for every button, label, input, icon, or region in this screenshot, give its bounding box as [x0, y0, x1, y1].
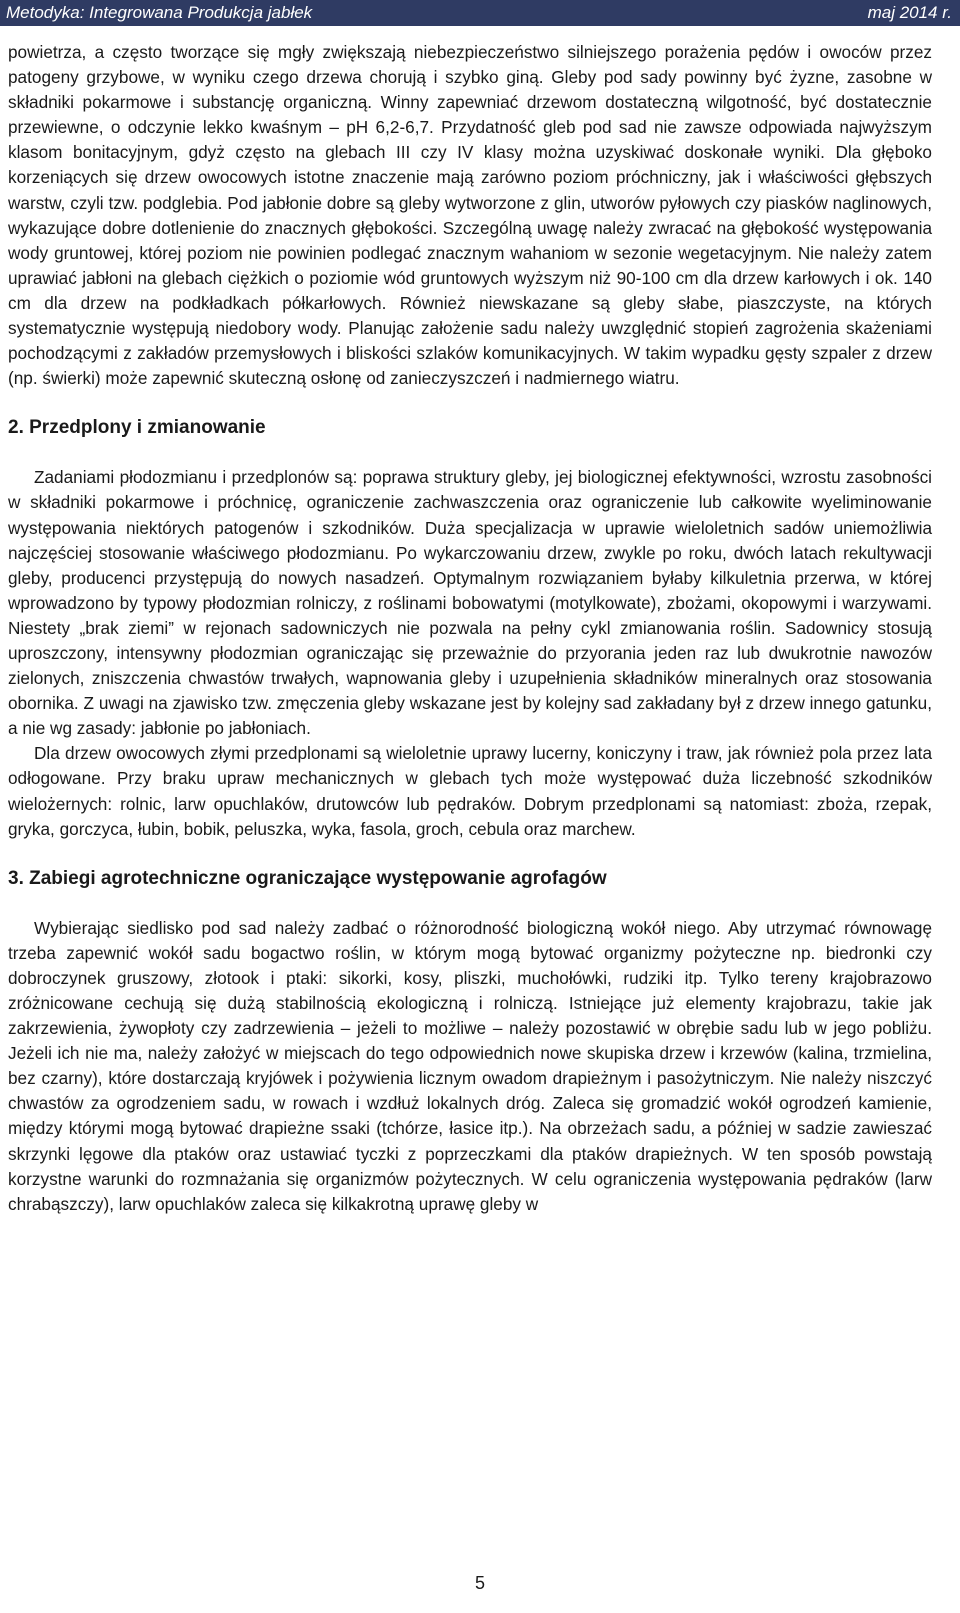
section-3-title: 3. Zabiegi agrotechniczne ograniczające występowanie agrofagów	[8, 867, 607, 889]
page-header	[0, 0, 960, 26]
document-title: Metodyka: Integrowana Produkcja jabłek	[6, 3, 313, 22]
intro-paragraph: powietrza, a często tworzące się mgły zwiększają niebezpieczeństwo silniejszego porażenia pędów i owoców przez patogeny grzybowe, w wyniku czego drzewa chorują i szybko giną. Gleby pod sady powinny być żyzne, zasobne w składniki pokarmowe i substancję organiczną. Winny zapewniać drzewom dostateczną wilgotność, być dostatecznie przewiewne, o odczynie lekko kwaśnym – pH 6,2-6,7. Przydatność gleb pod sad nie zawsze odpowiada najwyższym klasom bonitacyjnym, gdyż często na glebach III czy IV klasy można uzyskiwać doskonałe wyniki. Dla głęboko korzeniących się drzew owocowych istotne znaczenie mają zarówno poziom próchniczny, jak i właściwości głębszych warstw, czyli tzw. podglebia. Pod jabłonie dobre są gleby wytworzone z glin, utworów pyłowych czy piasków naglinowych, wykazujące dobre dotlenienie do znacznych głębokości. Szczególną uwagę należy zwracać na głębokość występowania wody gruntowej, której poziom nie powinien podlegać znacznym wahaniom w sezonie wegetacyjnym. Nie należy zatem uprawiać jabłoni na glebach ciężkich o poziomie wód gruntowych wyższym niż 90-100 cm dla drzew karłowych i ok. 140 cm dla drzew na podkładkach półkarłowych. Również niewskazane są gleby słabe, piaszczyste, na których systematycznie występują niedobory wody. Planując założenie sadu należy uwzględnić stopień zagrożenia skażeniami pochodzącymi z zakładów przemysłowych i bliskości szlaków komunikacyjnych. W takim wypadku gęsty szpaler z drzew (np. świerki) może zapewnić skuteczną osłonę od zanieczyszczeń i nadmiernego wiatru.	[8, 42, 932, 389]
section-3-paragraph-1: Wybierając siedlisko pod sad należy zadbać o różnorodność biologiczną wokół niego. Aby utrzymać równowagę trzeba zapewnić wokół sadu bogactwo roślin, w którym mogą bytować organizmy pożyteczne np. biedronki czy dobroczynek gruszowy, złotook i ptaki: sikorki, kosy, pliszki, muchołówki, rudziki itp. Tylko tereny krajobrazowo zróżnicowane cechują się dużą stabilnością ekologiczną i rolniczą. Istniejące już elementy krajobrazu, takie jak zakrzewienia, żywopłoty czy zadrzewienia – jeżeli to możliwe – należy pozostawić w obrębie sadu lub w jego pobliżu. Jeżeli ich nie ma, należy założyć w miejscach do tego odpowiednich nowe skupiska drzew i krzewów (kalina, trzmielina, bez czarny), które dostarczają kryjówek i pożywienia licznym owadom drapieżnym i pasożytniczym. Nie należy niszczyć chwastów za ogrodzeniem sadu, w rowach i wzdłuż lokalnych dróg. Zaleca się gromadzić wokół ogrodzeń kamienie, między którymi mogą bytować drapieżne ssaki (tchórze, łasice itp.). Na obrzeżach sadu, a później w sadzie zawieszać skrzynki lęgowe dla ptaków oraz ustawiać tyczki z poprzeczkami dla ptaków drapieżnych. W ten sposób powstają korzystne warunki do rozmnażania się organizmów pożytecznych. W celu ograniczenia występowania pędraków (larw chrabąszczy), larw opuchlaków zaleca się kilkakrotną uprawę gleby w	[8, 917, 932, 1214]
section-2-paragraph-2: Dla drzew owocowych złymi przedplonami są wieloletnie uprawy lucerny, koniczyny i traw, jak również pola przez lata odłogowane. Przy braku upraw mechanicznych w glebach tych może występować duża liczebność szkodników wielożernych: rolnic, larw opuchlaków, drutowców lub pędraków. Dobrym przedplonami są natomiast: zboża, rzepak, gryka, gorczyca, łubin, bobik, peluszka, wyka, fasola, groch, cebula oraz marchew.	[8, 743, 932, 839]
page-number: 5	[474, 1573, 485, 1593]
document-date: maj 2014 r.	[867, 3, 952, 22]
section-2-title: 2. Przedplony i zmianowanie	[8, 417, 266, 439]
section-2-paragraph-1: Zadaniami płodozmianu i przedplonów są: poprawa struktury gleby, jej biologicznej efektywności, wzrostu zasobności w składniki pokarmowe i próchnicę, ograniczenie zachwaszczenia oraz ograniczenie lub całkowite wyeliminowanie występowania niektórych patogenów i szkodników. Duża specjalizacja w uprawie wieloletnich sadów uniemożliwia najczęściej stosowanie właściwego płodozmianu. Po wykarczowaniu drzew, zwykle po roku, dwóch latach rekultywacji gleby, producenci przystępują do nowych nasadzeń. Optymalnym rozwiązaniem byłaby kilkuletnia przerwa, w której wprowadzono by typowy płodozmian rolniczy, z roślinami bobowatymi (motylkowate), zbożami, okopowymi i warzywami. Niestety „brak ziemi” w rejonach sadowniczych nie pozwala na pełny cykl zmianowania roślin. Sadownicy stosują uproszczony, intensywny płodozmian ograniczając się przeważnie do przyorania jeden raz lub dwukrotnie nawozów zielonych, zniszczenia chwastów trwałych, wapnowania gleby i uzupełnienia składników mineralnych oraz stosowania obornika. Z uwagi na zjawisko tzw. zmęczenia gleby wskazane jest by kolejny sad zakładany był z drzew innego gatunku, a nie wg zasady: jabłonie po jabłoniach.	[8, 467, 932, 739]
page-body	[8, 40, 932, 1217]
